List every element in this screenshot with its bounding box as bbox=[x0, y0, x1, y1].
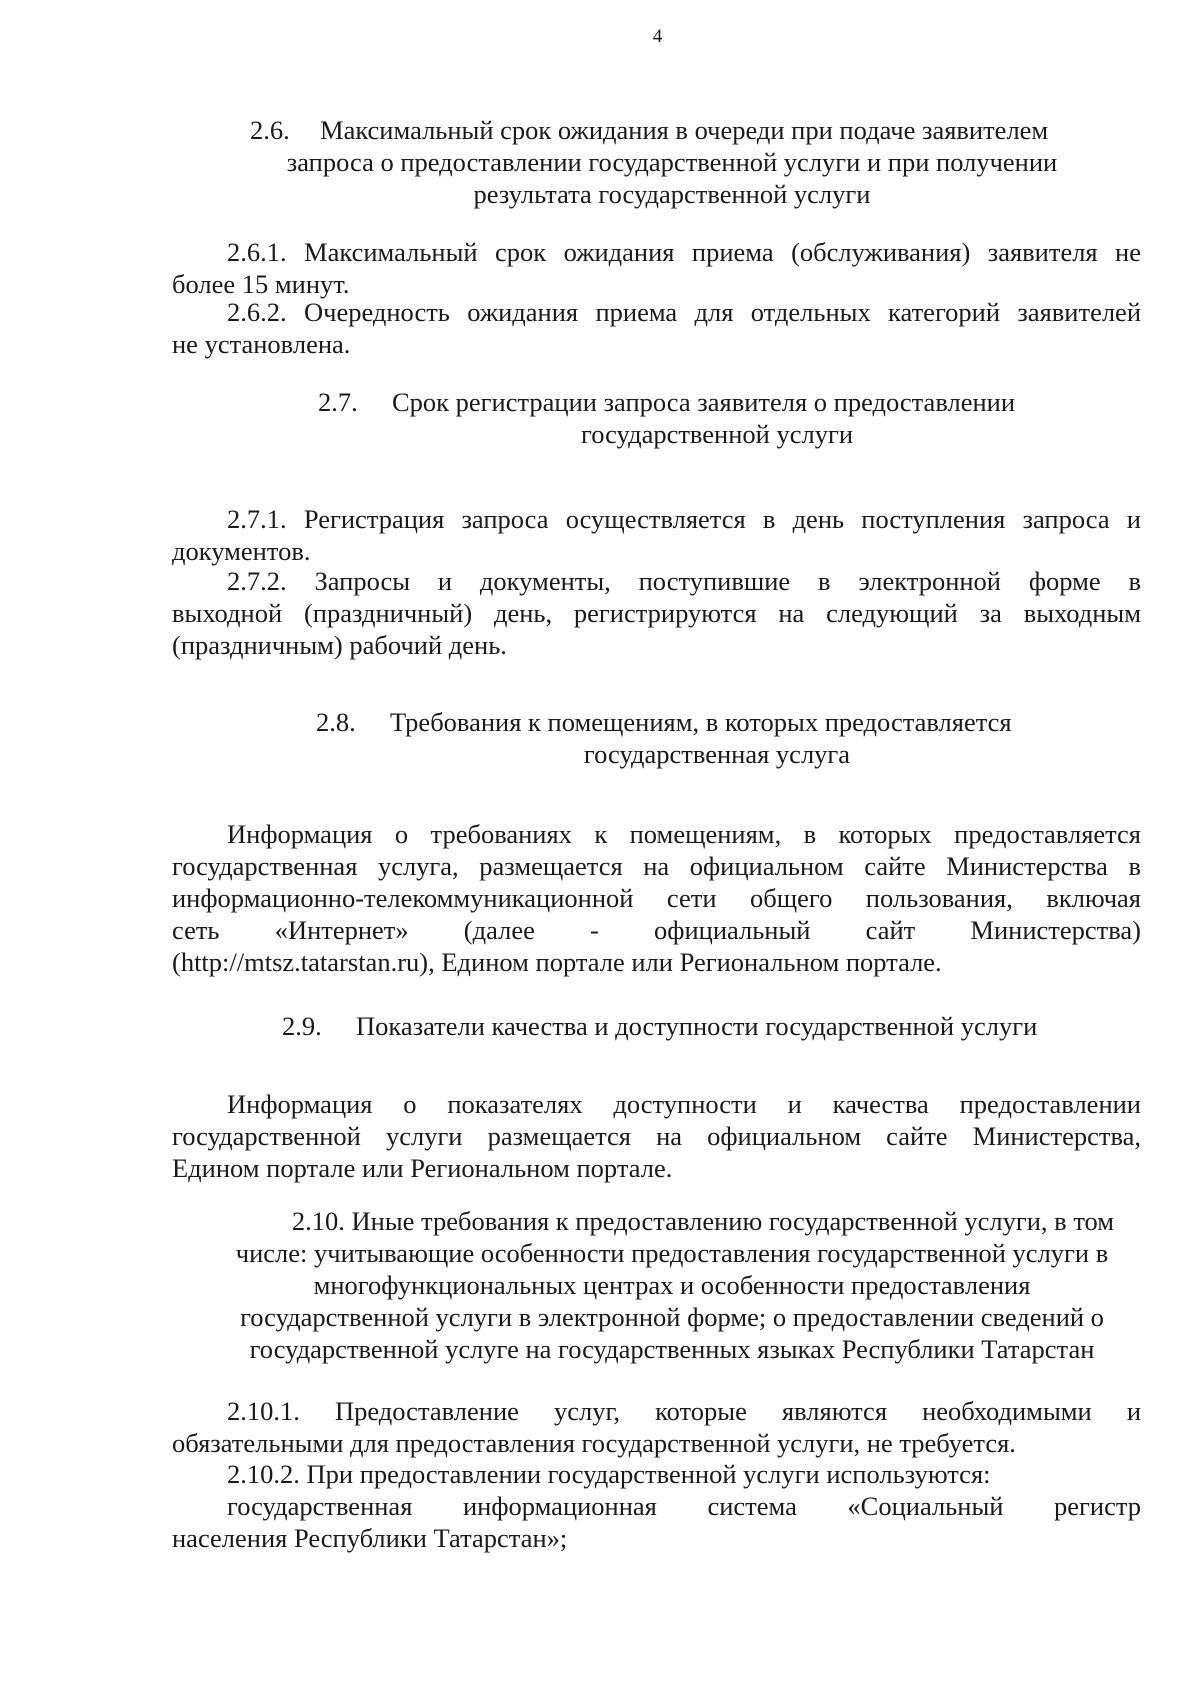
paragraph-line: населения Республики Татарстан»; bbox=[172, 1523, 568, 1553]
paragraph-line: 2.10.2. При предоставлении государственной услуги используются: bbox=[227, 1459, 991, 1489]
section-heading-2-7 bbox=[318, 386, 1118, 418]
paragraph-line: 2.7.2. Запросы и документы, поступившие в электронной форме в bbox=[227, 566, 1141, 596]
paragraph-line: государственная информационная система «Социальный регистр bbox=[227, 1491, 1141, 1521]
paragraph-line: выходной (праздничный) день, регистрируются на следующий за выходным bbox=[172, 598, 1141, 628]
section-number: 2.7. bbox=[318, 387, 358, 417]
paragraph-2-10-1 bbox=[172, 1395, 1141, 1459]
paragraph-2-6-1 bbox=[172, 236, 1141, 300]
heading-line: многофункциональных центрах и особенности предоставления bbox=[313, 1270, 1031, 1300]
paragraph-2-10-2-item bbox=[172, 1490, 1141, 1554]
paragraph-line: государственной услуги размещается на официальном сайте Министерства, bbox=[172, 1121, 1141, 1151]
page-number: 4 bbox=[652, 26, 663, 47]
paragraph-2-7-2 bbox=[172, 565, 1141, 661]
section-heading-2-10 bbox=[172, 1205, 1172, 1365]
paragraph-line: (http://mtsz.tatarstan.ru), Едином портале или Региональном портале. bbox=[172, 947, 942, 977]
heading-text: Срок регистрации запроса заявителя о предоставлении bbox=[392, 387, 1016, 417]
paragraph-2-6-2 bbox=[172, 296, 1141, 360]
paragraph-line: более 15 минут. bbox=[172, 269, 350, 299]
section-number: 2.9. bbox=[282, 1011, 322, 1041]
paragraph-line: 2.6.1. Максимальный срок ожидания приема (обслуживания) заявителя не bbox=[227, 237, 1141, 267]
paragraph-line: (праздничным) рабочий день. bbox=[172, 630, 507, 660]
section-heading-2-8-cont bbox=[390, 738, 1044, 770]
paragraph-line: документов. bbox=[172, 536, 311, 566]
heading-line: государственной услуги в электронной форме; о предоставлении сведений о bbox=[240, 1302, 1104, 1332]
heading-line: запроса о предоставлении государственной услуги и при получении bbox=[286, 147, 1058, 177]
heading-text: Показатели качества и доступности государственной услуги bbox=[356, 1011, 1038, 1041]
paragraph-line: 2.6.2. Очередность ожидания приема для отдельных категорий заявителей bbox=[227, 297, 1141, 327]
paragraph-line: 2.10.1. Предоставление услуг, которые являются необходимыми и bbox=[227, 1396, 1141, 1426]
paragraph-line: 2.7.1. Регистрация запроса осуществляется в день поступления запроса и bbox=[227, 504, 1141, 534]
section-number: 2.6. bbox=[250, 115, 290, 145]
section-heading-2-9 bbox=[282, 1010, 1182, 1042]
paragraph-line: Информация о требованиях к помещениям, в которых предоставляется bbox=[227, 819, 1141, 849]
heading-line: 2.10. Иные требования к предоставлению государственной услуги, в том bbox=[291, 1206, 1115, 1236]
heading-text: Максимальный срок ожидания в очереди при подаче заявителем bbox=[320, 115, 1049, 145]
section-heading-2-8 bbox=[316, 706, 1136, 738]
paragraph-line: информационно-телекоммуникационной сети общего пользования, включая bbox=[172, 883, 1141, 913]
paragraph-line: обязательными для предоставления государственной услуги, не требуется. bbox=[172, 1428, 1016, 1458]
paragraph-2-9 bbox=[172, 1088, 1141, 1184]
heading-line: государственная услуга bbox=[583, 739, 851, 769]
section-heading-2-7-cont bbox=[390, 418, 1044, 450]
section-heading-2-6-cont bbox=[172, 146, 1172, 210]
paragraph-2-10-2 bbox=[172, 1458, 1141, 1490]
heading-line: результата государственной услуги bbox=[473, 179, 871, 209]
section-heading-2-6 bbox=[250, 114, 1150, 146]
paragraph-line: Едином портале или Региональном портале. bbox=[172, 1153, 673, 1183]
heading-text: Требования к помещениям, в которых предоставляется bbox=[390, 707, 1012, 737]
heading-line: государственной услуги bbox=[580, 419, 854, 449]
paragraph-line: государственная услуга, размещается на официальном сайте Министерства в bbox=[172, 851, 1141, 881]
heading-line: государственной услуге на государственных языках Республики Татарстан bbox=[249, 1334, 1095, 1364]
heading-line: числе: учитывающие особенности предоставления государственной услуги в bbox=[235, 1238, 1109, 1268]
paragraph-2-8 bbox=[172, 818, 1141, 978]
paragraph-2-7-1 bbox=[172, 503, 1141, 567]
paragraph-line: Информация о показателях доступности и качества предоставлении bbox=[227, 1089, 1141, 1119]
section-number: 2.8. bbox=[316, 707, 356, 737]
paragraph-line: сеть «Интернет» (далее - официальный сайт Министерства) bbox=[172, 915, 1141, 945]
heading-line bbox=[250, 114, 1150, 146]
paragraph-line: не установлена. bbox=[172, 329, 351, 359]
